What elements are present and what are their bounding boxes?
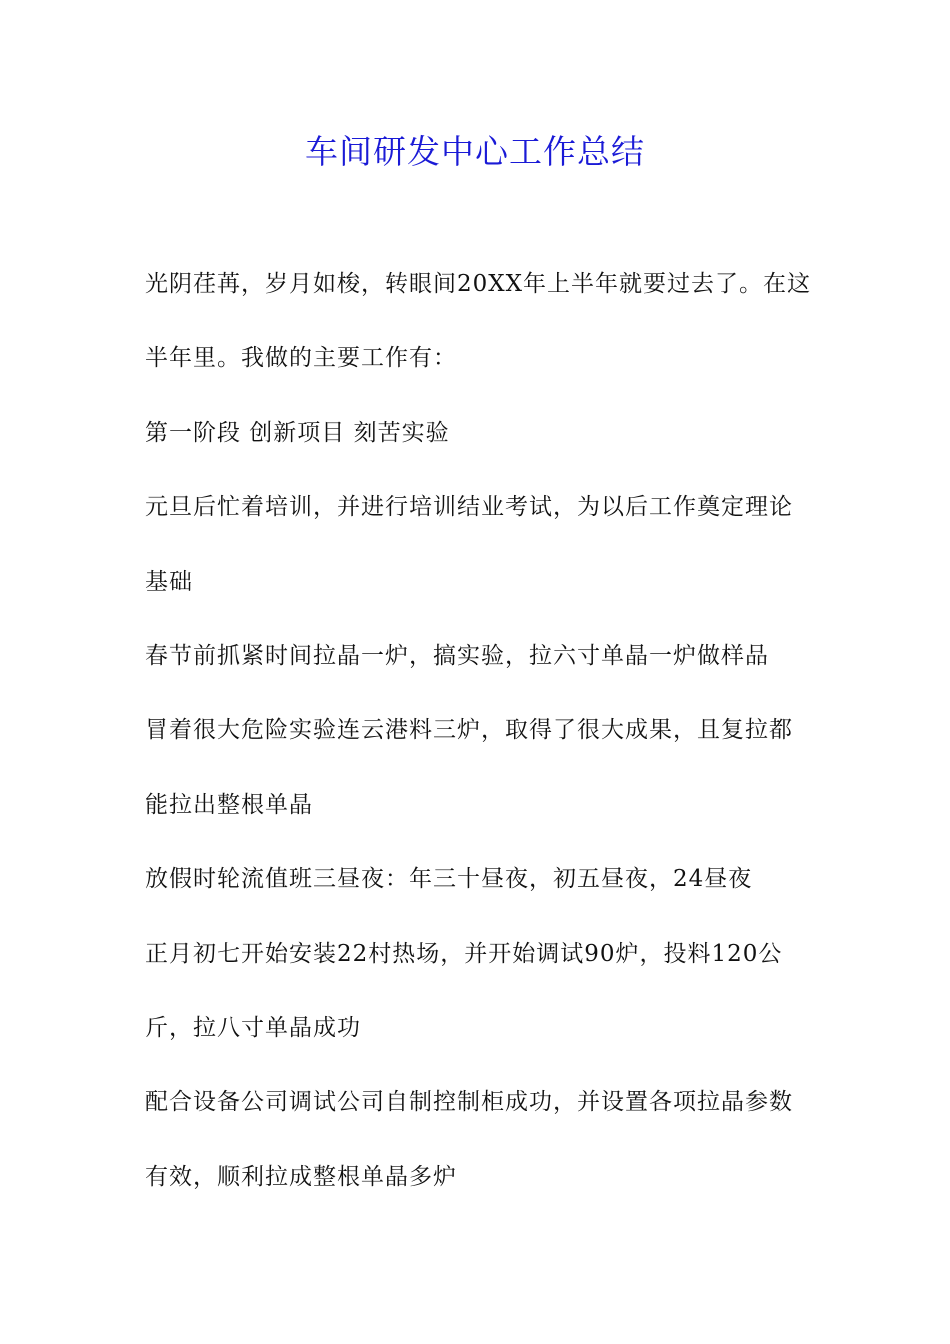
- body-line: 春节前抓紧时间拉晶一炉，搞实验，拉六寸单晶一炉做样品: [145, 642, 769, 669]
- body-line: 有效，顺利拉成整根单晶多炉: [145, 1163, 457, 1190]
- body-line: 正月初七开始安装22村热场，并开始调试90炉，投料120公: [145, 940, 783, 967]
- body-line: 斤，拉八寸单晶成功: [145, 1014, 361, 1041]
- body-line: 光阴荏苒，岁月如梭，转眼间20XX年上半年就要过去了。在这: [145, 271, 812, 297]
- body-line: 冒着很大危险实验连云港料三炉，取得了很大成果，且复拉都: [145, 717, 793, 744]
- body-line: 基础: [145, 568, 193, 595]
- body-line: 放假时轮流值班三昼夜：年三十昼夜，初五昼夜，24昼夜: [145, 866, 753, 893]
- body-line: 半年里。我做的主要工作有：: [145, 345, 457, 372]
- body-line: 元旦后忙着培训，并进行培训结业考试，为以后工作奠定理论: [145, 494, 793, 521]
- section-heading: 第一阶段 创新项目 刻苦实验: [145, 419, 450, 446]
- document-title: 车间研发中心工作总结: [305, 132, 645, 171]
- body-line: 配合设备公司调试公司自制控制柜成功，并设置各项拉晶参数: [145, 1089, 793, 1116]
- document-body: [145, 264, 825, 1231]
- body-line: 能拉出整根单晶: [145, 791, 313, 818]
